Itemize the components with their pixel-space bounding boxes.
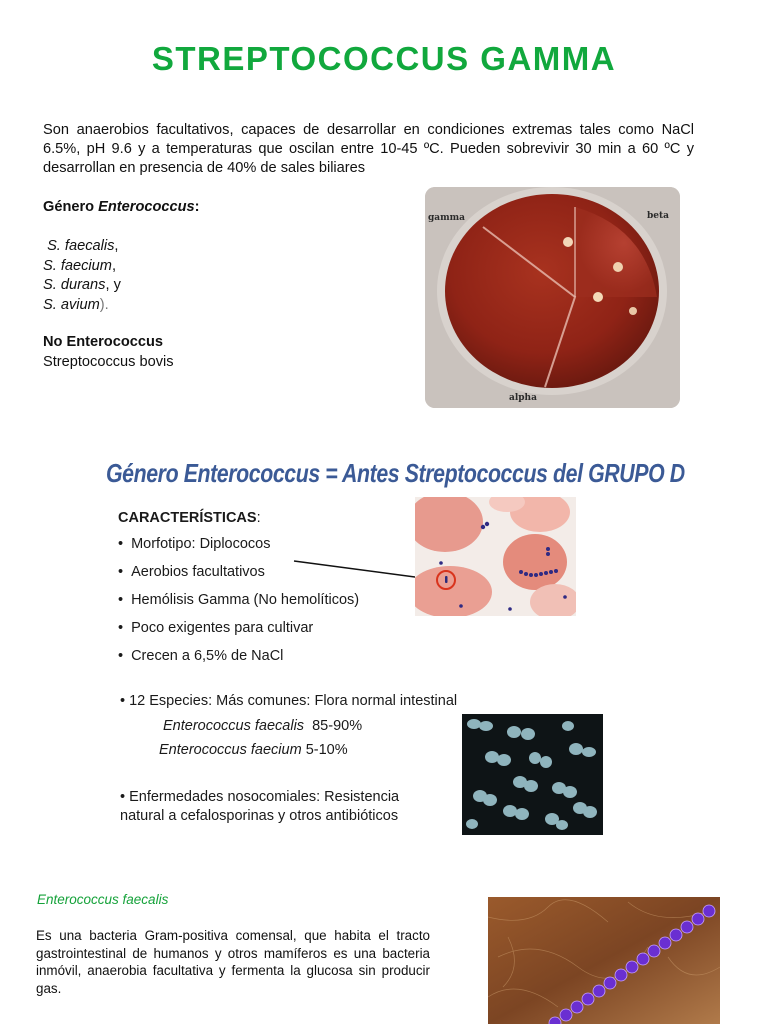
caracteristica-item: • Poco exigentes para cultivar [118,614,359,642]
intro-paragraph: Son anaerobios facultativos, capaces de desarrollar en condiciones extremas tales como NaCl 6.5%, pH 9.6 y a temperaturas que oscilan entre 10-45 ºC. Pueden sobrevivir 30 min a 60 ºC y desarrollan en presencia de 40% de sales biliares [43,122,694,176]
species-tail: , [114,238,119,254]
species-name: S. faecalis [47,238,115,254]
species-item [43,237,121,257]
caracteristicas-colon: : [256,510,261,526]
caracteristica-item: • Aerobios facultativos [118,558,359,586]
faecium-name: Enterococcus faecium [159,742,302,758]
species-item [43,276,121,296]
enfermedades-line-1: • Enfermedades nosocomiales: Resistencia [120,789,400,805]
caracteristica-item: • Crecen a 6,5% de NaCl [118,642,359,670]
faecalis-name: Enterococcus faecalis [163,718,305,734]
caracteristica-item: • Hemólisis Gamma (No hemolíticos) [118,586,359,614]
caracteristicas-list [118,530,359,670]
species-name: S. avium [43,296,100,313]
electron-micrograph-image [462,714,603,835]
genero-name: Enterococcus [98,199,195,215]
no-enterococcus-item: Streptococcus bovis [43,354,174,370]
caracteristicas-label: CARACTERÍSTICAS [118,510,257,526]
no-enterococcus-heading: No Enterococcus [43,334,164,350]
slide-headline: Género Enterococcus = Antes Streptococcus del GRUPO D [106,458,685,488]
caracteristica-item: • Morfotipo: Diplococos [118,530,359,558]
species-name: S. faecium [43,257,112,274]
especies-line: • 12 Especies: Más comunes: Flora normal intestinal [120,693,458,709]
species-item [43,296,121,316]
species-list [43,237,121,315]
species-item [43,257,121,277]
genero-heading [43,198,200,218]
genero-prefix: Género [43,199,99,215]
streptococci-chain-image [488,897,720,1024]
faecalis-line [163,718,362,734]
blood-agar-plate-drawing [425,187,680,408]
faecalis-percent: 85-90% [312,718,363,734]
beta-label: beta [647,211,670,221]
page-title: STREPTOCOCCUS GAMMA [151,40,617,77]
alpha-label: alpha [509,393,537,403]
gram-stain-image [415,497,576,616]
species-tail: , y [105,277,121,293]
species-tail: , [111,257,117,274]
genero-suffix: : [194,199,200,215]
enfermedades-line-2: natural a cefalosporinas y otros antibióticos [120,808,399,824]
species-name: S. durans [43,277,106,293]
faecalis-section-text: Es una bacteria Gram-positiva comensal, que habita el tracto gastrointestinal de humanos y otros mamíferos es una bacteria inmóvil, anaerobia facultativa y fermenta la glucosa sin producir gas. [36,928,430,996]
faecalis-section-heading: Enterococcus faecalis [37,892,169,907]
blood-agar-plate-image [425,187,680,408]
faecium-percent: 5-10% [305,742,348,758]
faecium-line [159,742,348,758]
gamma-label: gamma [428,213,466,223]
enfermedades-block [120,788,399,826]
species-tail: ). [99,296,109,313]
